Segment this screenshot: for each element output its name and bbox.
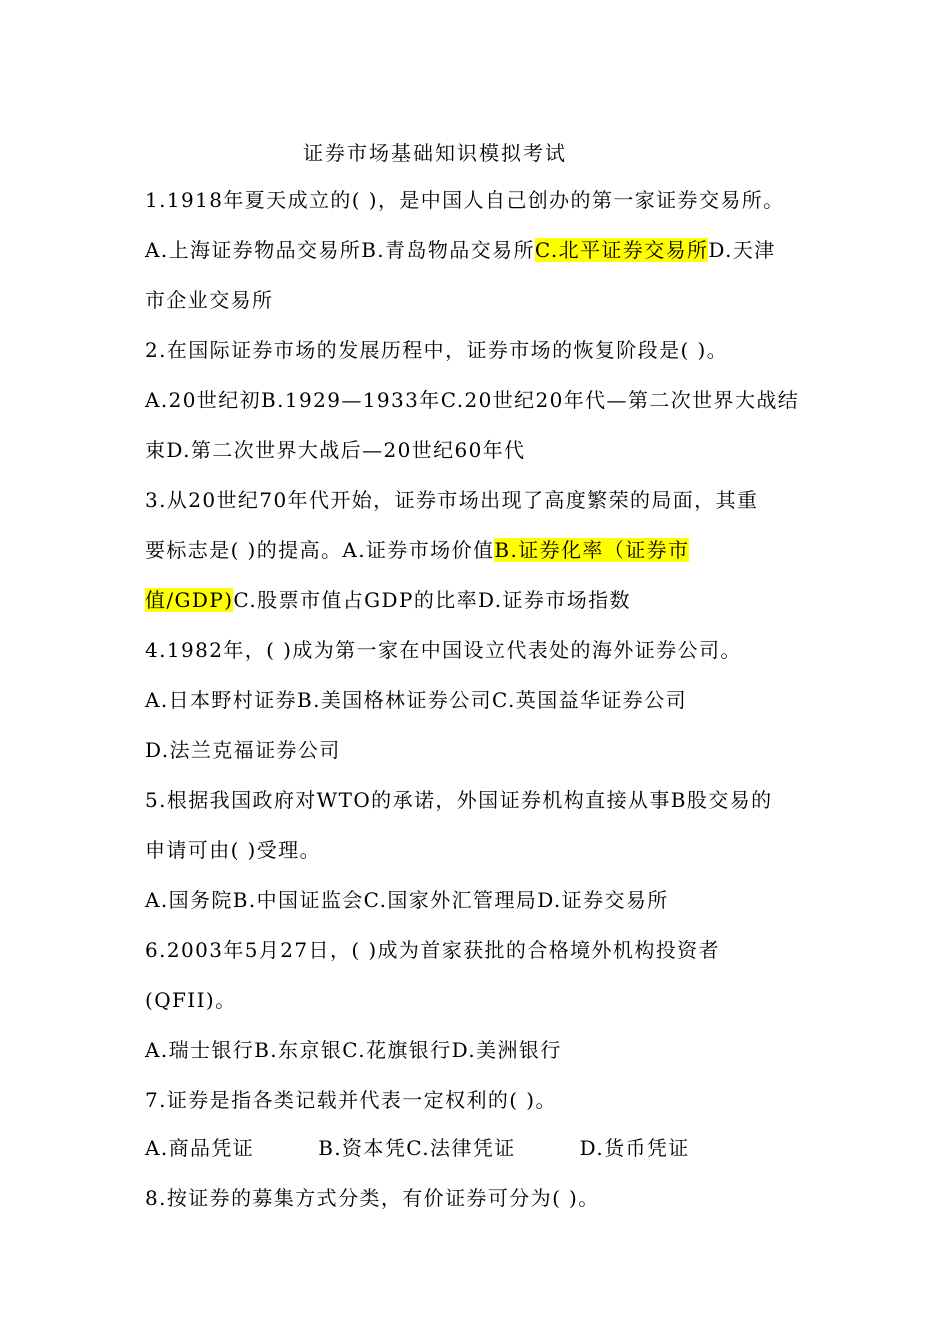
question-1-stem: 1.1918年夏天成立的( )，是中国人自己创办的第一家证券交易所。: [145, 188, 785, 212]
question-4-options-continued: D.法兰克福证券公司: [145, 738, 341, 762]
option-d: D.货币凭证: [579, 1136, 690, 1160]
option-c-highlighted: C.北平证券交易所: [534, 238, 709, 262]
question-1-options: [145, 235, 810, 265]
question-4-options: A.日本野村证券B.美国格林证券公司C.英国益华证券公司: [145, 688, 688, 712]
question-6-stem-continued: (QFII)。: [145, 988, 237, 1012]
question-6-options: A.瑞士银行B.东京银C.花旗银行D.美洲银行: [145, 1038, 562, 1062]
question-2-stem: 2.在国际证券市场的发展历程中，证券市场的恢复阶段是( )。: [145, 338, 729, 362]
option-b: B.青岛物品交易所: [361, 238, 535, 262]
question-2-options: A.20世纪初B.1929—1933年C.20世纪20年代—第二次世界大战结: [145, 388, 800, 412]
question-8-stem: 8.按证券的募集方式分类，有价证券可分为( )。: [145, 1186, 600, 1210]
question-7-stem: 7.证券是指各类记载并代表一定权利的( )。: [145, 1088, 557, 1112]
question-3-stem: 3.从20世纪70年代开始，证券市场出现了高度繁荣的局面，其重: [145, 488, 759, 512]
question-6-stem: 6.2003年5月27日，( )成为首家获批的合格境外机构投资者: [145, 938, 720, 962]
options-c-d: C.股票市值占GDP的比率D.证券市场指数: [233, 588, 631, 612]
option-a: A.上海证券物品交易所: [145, 238, 362, 262]
question-3-options: [145, 585, 810, 615]
question-5-options: A.国务院B.中国证监会C.国家外汇管理局D.证券交易所: [145, 888, 669, 912]
question-4-stem: 4.1982年，( )成为第一家在中国设立代表处的海外证券公司。: [145, 638, 742, 662]
question-2-options-continued: 束D.第二次世界大战后—20世纪60年代: [145, 438, 526, 462]
option-a: A.商品凭证: [145, 1136, 255, 1160]
option-b-highlighted-continued: 值/GDP): [145, 588, 234, 612]
option-b-c: B.资本凭C.法律凭证: [318, 1136, 516, 1160]
question-1-options-continued: 市企业交易所: [145, 288, 274, 312]
question-5-stem-continued: 申请可由( )受理。: [145, 838, 321, 862]
document-title: 证券市场基础知识模拟考试: [303, 141, 567, 165]
option-b-highlighted: B.证券化率（证券市: [494, 538, 690, 562]
question-3-stem-continued: [145, 535, 810, 565]
option-d: D.天津: [708, 238, 776, 262]
question-3-stem-part: 要标志是( )的提高。A.证券市场价值: [145, 538, 495, 562]
question-7-options: [145, 1133, 810, 1163]
question-5-stem: 5.根据我国政府对WTO的承诺，外国证券机构直接从事B股交易的: [145, 788, 773, 812]
